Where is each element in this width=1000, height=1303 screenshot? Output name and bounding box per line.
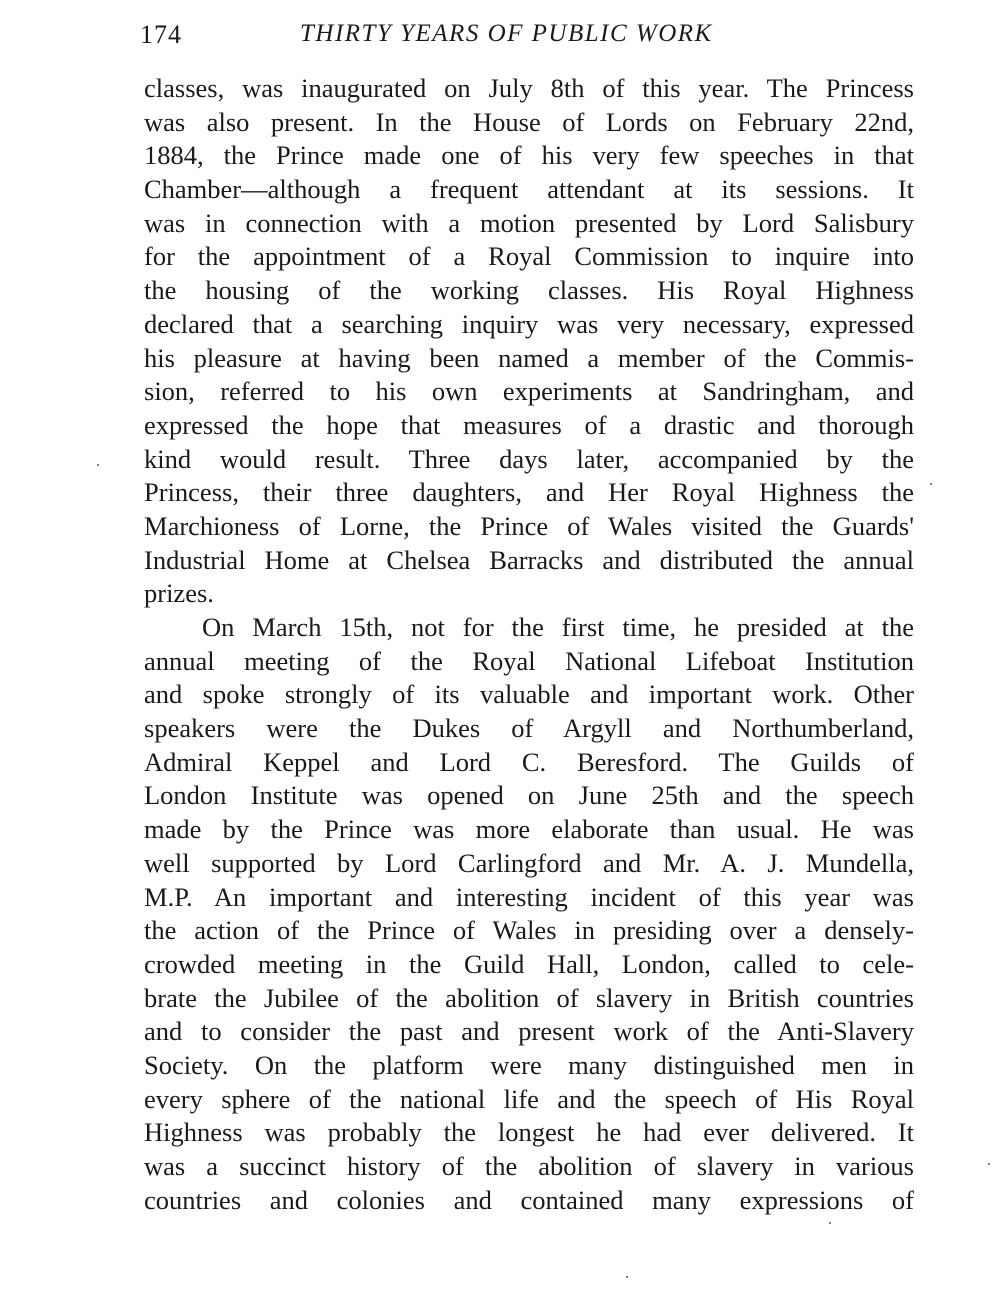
text-line: Industrial Home at Chelsea Barracks and distributed the annual [144,544,914,575]
text-line: the housing of the working classes. His Royal Highness [144,275,914,306]
text-line: and to consider the past and present work of the Anti-Slavery [144,1016,914,1047]
text-line: Princess, their three daughters, and Her Royal Highness the [144,477,914,508]
scan-speck [988,1163,990,1165]
running-head [140,18,920,54]
text-line: declared that a searching inquiry was very necessary, expressed [144,308,914,339]
text-line: Marchioness of Lorne, the Prince of Wales visited the Guards' [144,510,914,541]
text-line: prizes. [144,578,214,609]
text-line: M.P. An important and interesting incident of this year was [144,881,914,912]
text-line: every sphere of the national life and the speech of His Royal [144,1083,914,1114]
text-line: 1884, the Prince made one of his very few speeches in that [144,140,914,171]
text-line: speakers were the Dukes of Argyll and Northumberland, [144,713,914,744]
scan-speck [829,1222,831,1224]
scan-speck [626,1276,628,1278]
text-line: Highness was probably the longest he had ever delivered. It [144,1117,914,1148]
page-number: 174 [140,20,182,49]
text-line: Society. On the platform were many distinguished men in [144,1049,914,1080]
text-line: kind would result. Three days later, accompanied by the [144,443,914,474]
text-line: Chamber—although a frequent attendant at its sessions. It [144,174,914,205]
text-line: countries and colonies and contained many expressions of [144,1184,914,1215]
text-line: was in connection with a motion presented by Lord Salisbury [144,207,914,238]
text-line: was a succinct history of the abolition of slavery in various [144,1151,914,1181]
text-line: the action of the Prince of Wales in presiding over a densely- [144,915,914,946]
scan-speck [97,464,99,466]
text-line: London Institute was opened on June 25th and the speech [144,780,914,811]
text-line: was also present. In the House of Lords on February 22nd, [144,106,914,137]
text-line: crowded meeting in the Guild Hall, London, called to cele- [144,948,914,979]
text-line: classes, was inaugurated on July 8th of this year. The Princess [144,73,914,103]
text-line: sion, referred to his own experiments at Sandringham, and [144,376,914,407]
text-line: and spoke strongly of its valuable and important work. Other [144,679,914,710]
text-line: expressed the hope that measures of a drastic and thorough [144,409,914,440]
scan-speck [930,483,932,485]
text-line: well supported by Lord Carlingford and Mr. A. J. Mundella, [144,847,914,878]
text-line: his pleasure at having been named a member of the Commis- [144,342,914,373]
text-line: annual meeting of the Royal National Lifeboat Institution [144,645,914,676]
paragraph-start-line: On March 15th, not for the first time, he presided at the [202,612,914,642]
text-line: for the appointment of a Royal Commission to inquire into [144,241,914,272]
text-line: Admiral Keppel and Lord C. Beresford. The Guilds of [144,746,914,777]
text-line: brate the Jubilee of the abolition of slavery in British countries [144,982,914,1013]
text-line: made by the Prince was more elaborate than usual. He was [144,814,914,845]
body-text [144,72,914,1217]
running-title: THIRTY YEARS OF PUBLIC WORK [300,20,713,47]
